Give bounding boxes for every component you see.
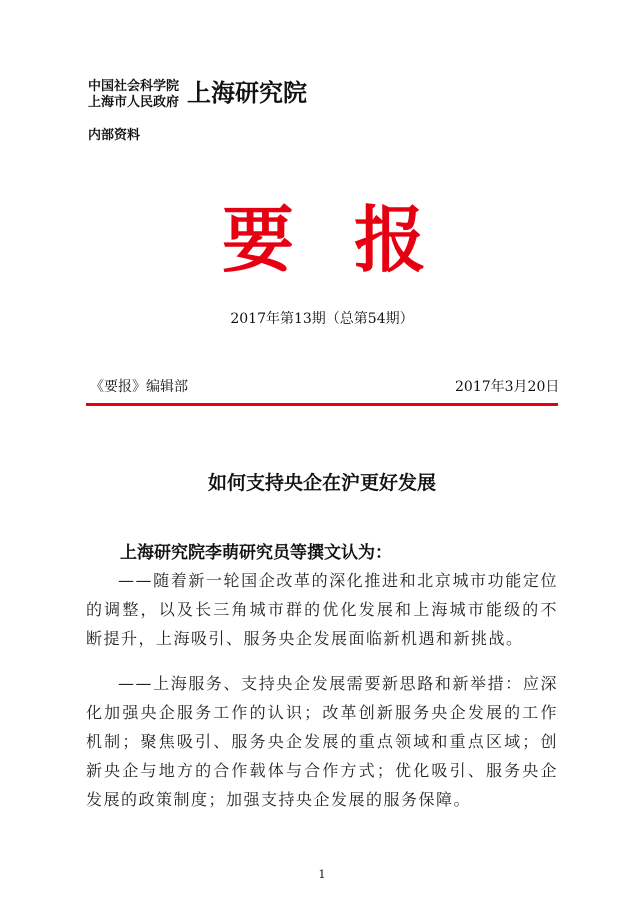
article-title: 如何支持央企在沪更好发展	[207, 472, 436, 494]
issue-number: 2017年第13期（总第54期）	[230, 311, 414, 327]
article-paragraph: ——上海服务、支持央企发展需要新思路和新举措：应深化加强央企服务工作的认识；改革创新服务央企发展的工作机制；聚焦吸引、服务央企发展的重点领域和重点区域；创新央企与地方的合作载体与合作方式；优化吸引、服务央企发展的政策制度；加强支持央企发展的服务保障。	[86, 674, 558, 809]
institute-name: 上海研究院	[187, 78, 307, 107]
issue-date: 2017年3月20日	[455, 379, 560, 395]
page-number: 1	[318, 868, 326, 881]
org-name-cass: 中国社会科学院	[88, 79, 180, 94]
article-paragraph: ——随着新一轮国企改革的深化推进和北京城市功能定位的调整，以及长三角城市群的优化发展和上海城市能级的不断提升，上海吸引、服务央企发展面临新机遇和新挑战。	[86, 571, 558, 648]
masthead-title: 要报	[222, 197, 487, 282]
editor-label: 《要报》编辑部	[90, 379, 188, 395]
org-name-shanghai-gov: 上海市人民政府	[88, 95, 180, 110]
internal-label: 内部资料	[88, 128, 141, 143]
header-divider	[86, 403, 558, 406]
article-lead: 上海研究院李萌研究员等撰文认为：	[120, 543, 392, 563]
